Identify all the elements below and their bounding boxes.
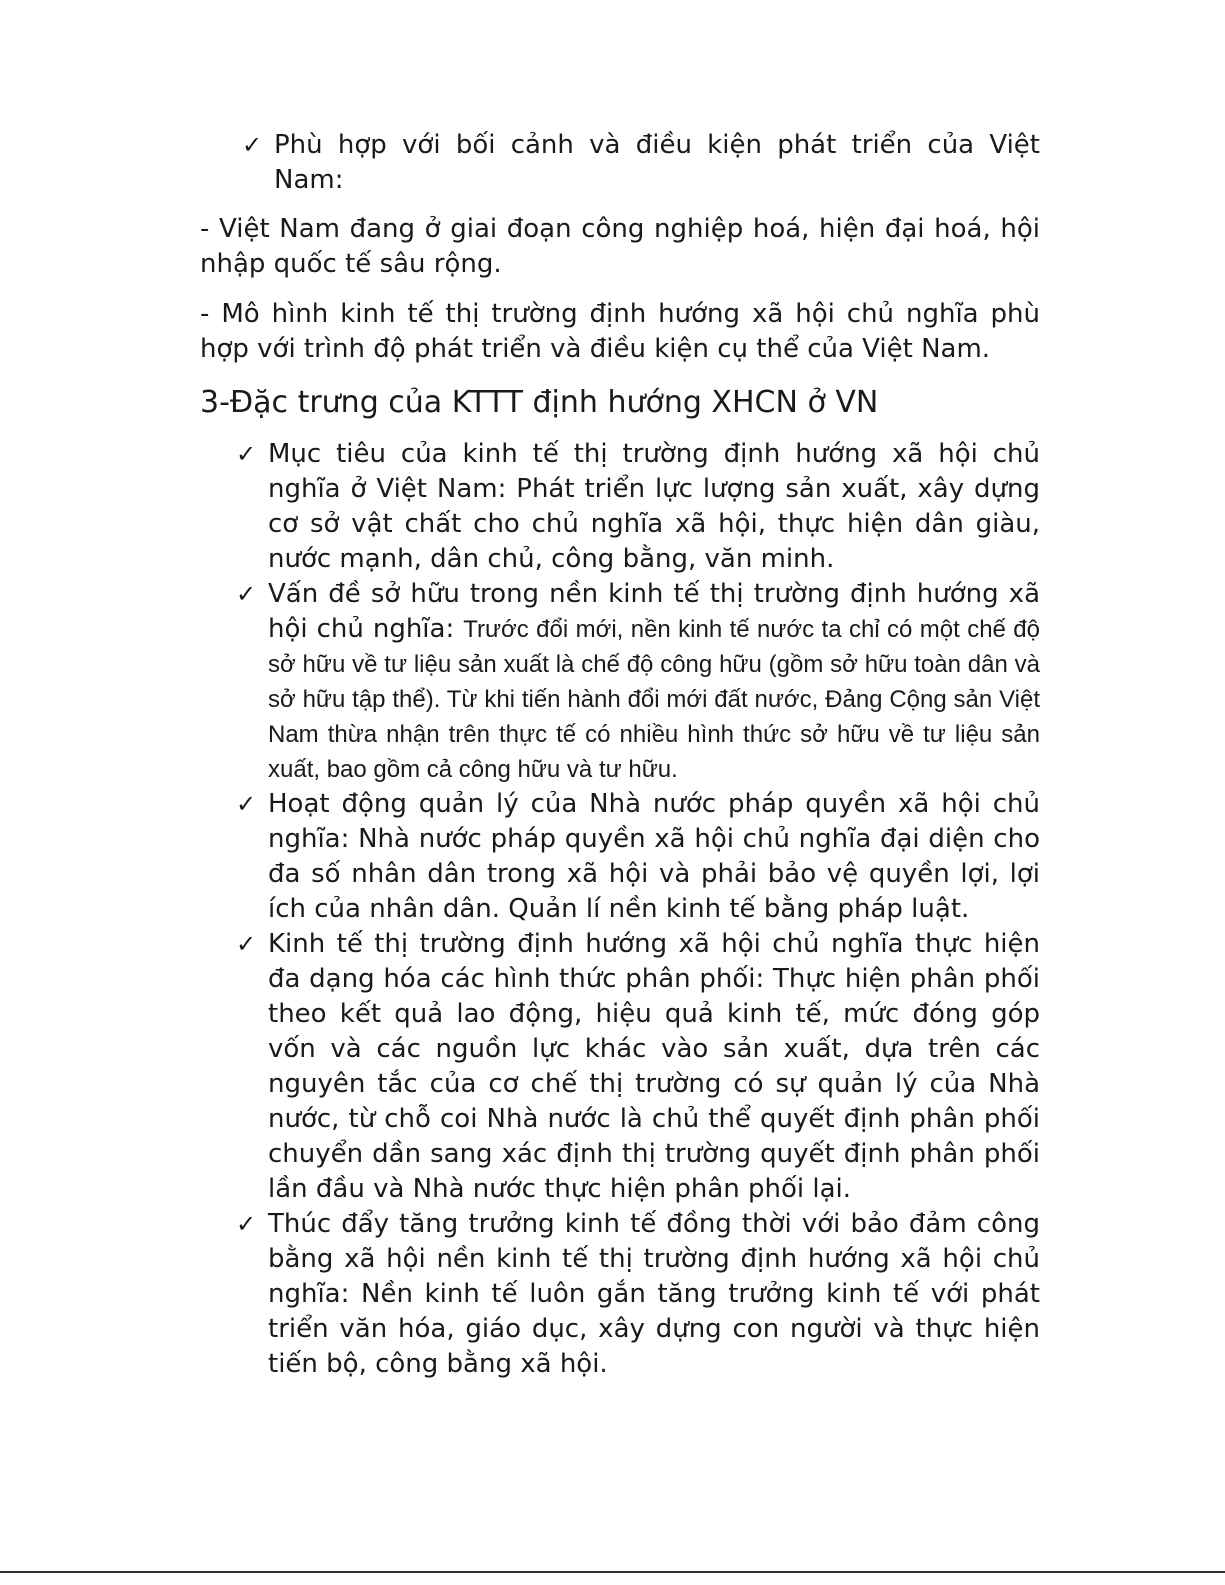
list-item-context <box>200 128 1040 198</box>
checkmark-icon: ✓ <box>236 790 257 818</box>
list-item-text: Thúc đẩy tăng trưởng kinh tế đồng thời với bảo đảm công bằng xã hội nền kinh tế thị trường định hướng xã hội chủ nghĩa: Nền kinh tế luôn gắn tăng trưởng kinh tế với phát triển văn hóa, giáo dục, xây dựng con người và thực hiện tiến bộ, công bằng xã hội. <box>268 1209 1040 1379</box>
list-item-subtext: Trước đổi mới, nền kinh tế nước ta chỉ có một chế độ sở hữu về tư liệu sản xuất là chế độ công hữu (gồm sở hữu toàn dân và sở hữu tập thể). Từ khi tiến hành đổi mới đất nước, Đảng Cộng sản Việt Nam thừa nhận trên thực tế có nhiều hình thức sở hữu về tư liệu sản xuất, bao gồm cả công hữu và tư hữu. <box>268 616 1040 783</box>
page-bottom-border <box>0 1571 1225 1573</box>
list-item <box>200 1207 1040 1382</box>
checkmark-icon: ✓ <box>236 1210 257 1238</box>
checkmark-icon: ✓ <box>236 580 257 608</box>
checkmark-icon: ✓ <box>242 131 263 159</box>
checkmark-icon: ✓ <box>236 930 257 958</box>
checkmark-icon: ✓ <box>236 440 257 468</box>
list-item <box>200 927 1040 1207</box>
list-item-text: Phù hợp với bối cảnh và điều kiện phát triển của Việt Nam: <box>274 130 1040 195</box>
list-item-text: Kinh tế thị trường định hướng xã hội chủ nghĩa thực hiện đa dạng hóa các hình thức phân phối: Thực hiện phân phối theo kết quả lao động, hiệu quả kinh tế, mức đóng góp vốn và các nguồn lực khác vào sản xuất, dựa trên các nguyên tắc của cơ chế thị trường có sự quản lý của Nhà nước, từ chỗ coi Nhà nước là chủ thể quyết định phân phối chuyển dần sang xác định thị trường quyết định phân phối lần đầu và Nhà nước thực hiện phân phối lại. <box>268 929 1040 1204</box>
paragraph-vietnam-stage: - Việt Nam đang ở giai đoạn công nghiệp hoá, hiện đại hoá, hội nhập quốc tế sâu rộng. <box>200 214 1040 279</box>
paragraph-model: - Mô hình kinh tế thị trường định hướng xã hội chủ nghĩa phù hợp với trình độ phát triển và điều kiện cụ thể của Việt Nam. <box>200 299 1040 364</box>
list-item-text: Vấn đề sở hữu trong nền kinh tế thị trường định hướng xã hội chủ nghĩa: <box>268 579 1040 644</box>
section-heading: 3-Đặc trưng của KTTT định hướng XHCN ở VN <box>200 385 879 420</box>
document-page <box>200 128 1040 1382</box>
list-item <box>200 437 1040 577</box>
list-item-text: Hoạt động quản lý của Nhà nước pháp quyền xã hội chủ nghĩa: Nhà nước pháp quyền xã hội chủ nghĩa đại diện cho đa số nhân dân trong xã hội và phải bảo vệ quyền lợi, lợi ích của nhân dân. Quản lí nền kinh tế bằng pháp luật. <box>268 789 1040 924</box>
list-item <box>200 787 1040 927</box>
list-item-text: Mục tiêu của kinh tế thị trường định hướng xã hội chủ nghĩa ở Việt Nam: Phát triển lực lượng sản xuất, xây dựng cơ sở vật chất cho chủ nghĩa xã hội, thực hiện dân giàu, nước mạnh, dân chủ, công bằng, văn minh. <box>268 439 1040 574</box>
list-item <box>200 577 1040 787</box>
